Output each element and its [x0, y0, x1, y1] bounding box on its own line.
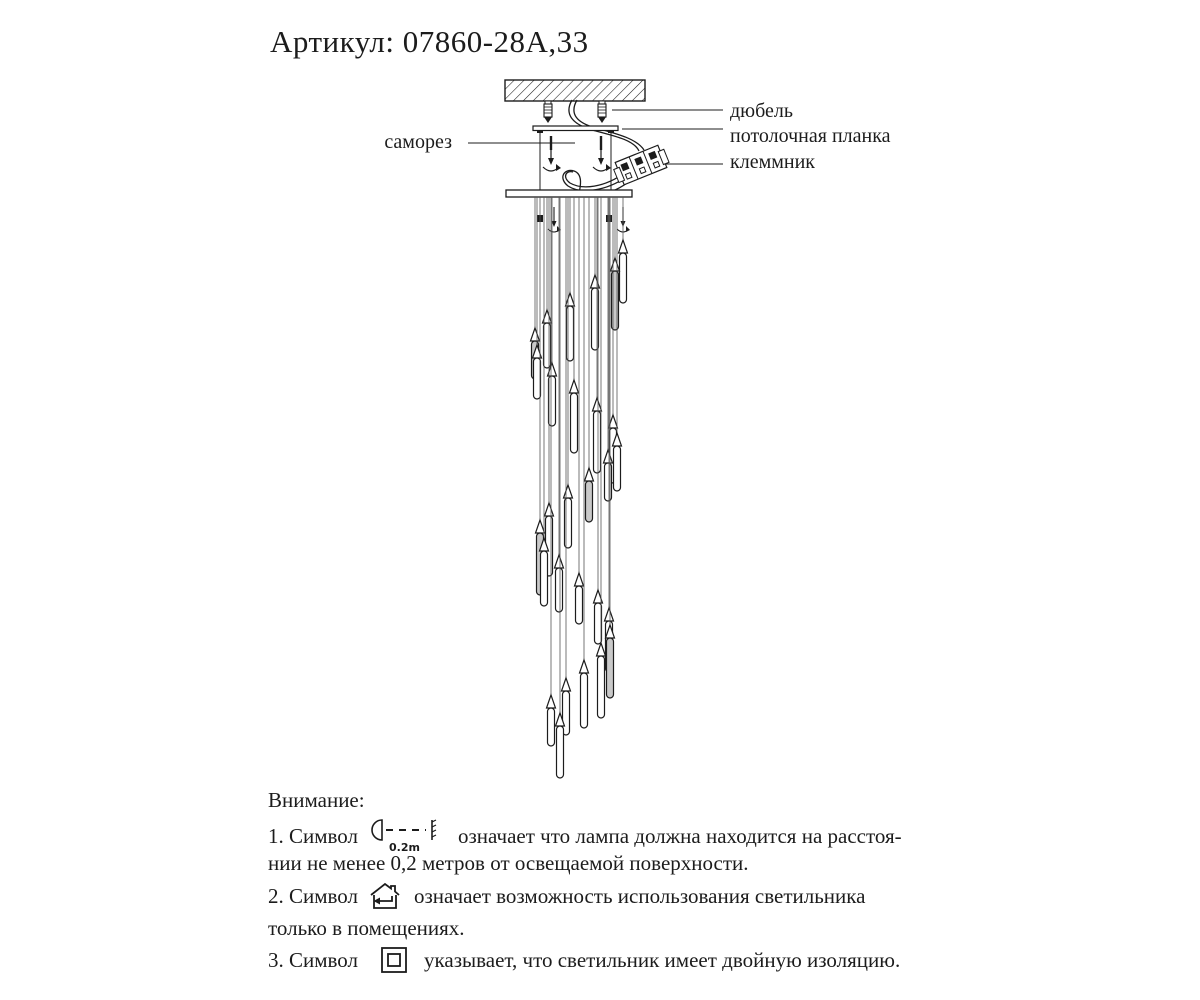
drop-cone [566, 293, 575, 306]
drop-cone [593, 398, 602, 411]
pendant-drop [562, 197, 571, 735]
canopy [506, 190, 632, 197]
terminal-block [611, 144, 670, 186]
drop-tube [534, 358, 541, 399]
note-2-line-2: только в помещениях. [268, 916, 465, 940]
label-samorez: саморез [384, 131, 452, 153]
drop-tube [581, 673, 588, 728]
note-3-text: указывает, что светильник имеет двойную изоляцию. [424, 947, 901, 972]
drop-cone [580, 660, 589, 673]
note-2-prefix: 2. Символ [268, 883, 359, 908]
plate-pin-right [608, 131, 614, 134]
distance-value: 0.2m [389, 841, 420, 854]
drop-tube [592, 288, 599, 350]
drop-tube [544, 323, 551, 368]
drop-tube [620, 253, 627, 303]
pendant-drop [580, 197, 589, 728]
mount-screw-right [593, 136, 611, 171]
drop-cone [575, 573, 584, 586]
dowel-left [544, 101, 552, 123]
leader-lines [468, 110, 723, 164]
label-klemmnik: клеммник [730, 151, 816, 173]
label-dyubel: дюбель [730, 100, 794, 122]
double-insulation-icon [380, 946, 408, 974]
drop-tube [586, 481, 593, 522]
drop-cone [597, 643, 606, 656]
drop-cone [562, 678, 571, 691]
ceiling-slab [505, 80, 645, 101]
mount-screw-left [543, 136, 561, 171]
pendant-drop [585, 197, 594, 522]
note-2-text: означает возможность использования светильника [414, 883, 866, 908]
pendant-cascade [531, 197, 628, 778]
drop-cone [536, 520, 545, 533]
attention-heading: Внимание: [268, 788, 365, 812]
drop-cone [545, 503, 554, 516]
drop-tube [612, 271, 619, 330]
drop-tube [556, 568, 563, 612]
note-2-line-1 [268, 882, 865, 910]
drop-cone [547, 695, 556, 708]
note-1-line-1 [268, 818, 902, 854]
page-title: Артикул: 07860-28А,33 [270, 24, 589, 59]
drop-tube [595, 603, 602, 644]
pendant-drop [613, 197, 622, 491]
dowel-right [598, 101, 606, 123]
drop-cone [619, 240, 628, 253]
drop-tube [541, 551, 548, 606]
note-1-prefix: 1. Символ [268, 823, 359, 848]
drop-cone [570, 380, 579, 393]
drop-cone [555, 555, 564, 568]
note-3-line [268, 946, 900, 974]
pendant-drop [564, 197, 573, 548]
ceiling-plate [533, 126, 618, 190]
note-1-line-2: нии не менее 0,2 метров от освещаемой поверхности. [268, 851, 749, 875]
drop-tube [549, 376, 556, 426]
drop-tube [557, 726, 564, 778]
pendant-drop [547, 197, 556, 746]
pendant-drop [566, 197, 575, 361]
drop-tube [576, 586, 583, 624]
plate-pin-left [537, 131, 543, 134]
drop-tube [594, 411, 601, 473]
drop-tube [571, 393, 578, 453]
indoor-use-icon [368, 882, 402, 910]
drop-cone [611, 258, 620, 271]
pendant-drop [619, 197, 628, 303]
drop-cone [585, 468, 594, 481]
drop-tube [607, 638, 614, 698]
drop-tube [605, 463, 612, 501]
note-3-prefix: 3. Символ [268, 947, 359, 972]
drop-tube [614, 446, 621, 491]
drop-cone [564, 485, 573, 498]
drop-cone [531, 328, 540, 341]
note-1-text: означает что лампа должна находится на расстоя- [458, 823, 902, 848]
drop-tube [548, 708, 555, 746]
lamp-distance-icon [370, 818, 448, 854]
drop-tube [565, 498, 572, 548]
label-planka: потолочная планка [730, 125, 891, 147]
drop-tube [567, 306, 574, 361]
drop-tube [598, 656, 605, 718]
drop-cone [605, 608, 614, 621]
